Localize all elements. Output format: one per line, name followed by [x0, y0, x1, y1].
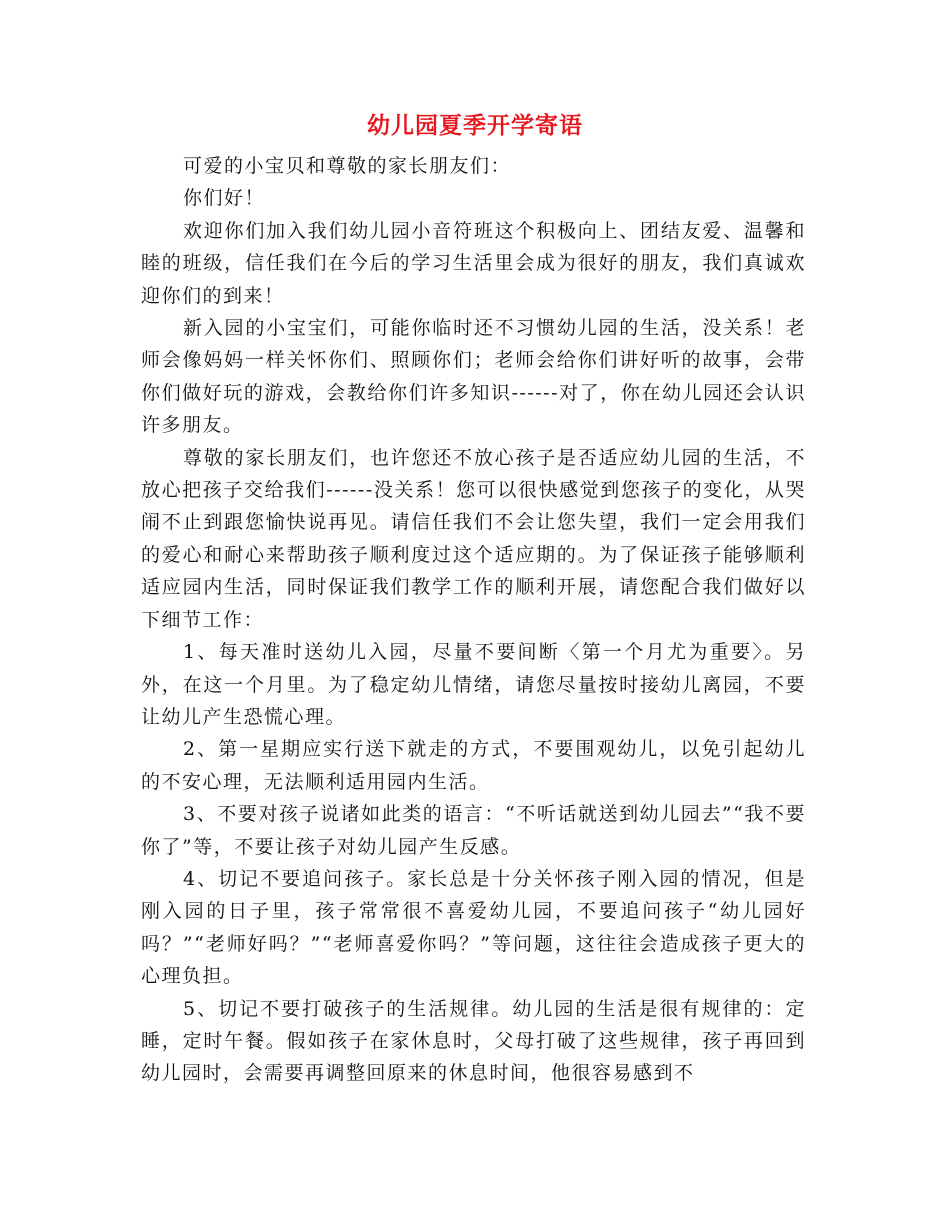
tip-1-paragraph: 1、每天准时送幼儿入园，尽量不要间断〈第一个月尤为重要〉。另外，在这一个月里。为了稳定幼儿情绪，请您尽量按时接幼儿离园，不要让幼儿产生恐慌心理。 [141, 641, 806, 728]
tip-5-paragraph: 5、切记不要打破孩子的生活规律。幼儿园的生活是很有规律的：定睡，定时午餐。假如孩子在家休息时，父母打破了这些规律，孩子再回到幼儿园时，会需要再调整回原来的休息时间，他很容易感到不 [141, 997, 806, 1085]
welcome-paragraph: 欢迎你们加入我们幼儿园小音符班这个积极向上、团结友爱、温馨和睦的班级，信任我们在今后的学习生活里会成为很好的朋友，我们真诚欢迎你们的到来！ [141, 219, 806, 307]
document-body [141, 150, 806, 1090]
greeting-paragraph: 可爱的小宝贝和尊敬的家长朋友们： [183, 155, 512, 177]
children-paragraph: 新入园的小宝宝们，可能你临时还不习惯幼儿园的生活，没关系！老师会像妈妈一样关怀你们、照顾你们；老师会给你们讲好听的故事，会带你们做好玩的游戏，会教给你们许多知识------对了，你在幼儿园还会认识许多朋友。 [141, 317, 806, 437]
parents-paragraph: 尊敬的家长朋友们，也许您还不放心孩子是否适应幼儿园的生活，不放心把孩子交给我们------没关系！您可以很快感觉到您孩子的变化，从哭闹不止到跟您愉快说再见。请信任我们不会让您失望，我们一定会用我们的爱心和耐心来帮助孩子顺利度过这个适应期的。为了保证孩子能够顺利适应园内生活，同时保证我们教学工作的顺利开展，请您配合我们做好以下细节工作： [141, 446, 806, 631]
tip-2-paragraph: 2、第一星期应实行送下就走的方式，不要围观幼儿，以免引起幼儿的不安心理，无法顺利适用园内生活。 [141, 738, 806, 793]
hello-paragraph: 你们好！ [183, 187, 266, 210]
tip-4-paragraph: 4、切记不要追问孩子。家长总是十分关怀孩子刚入园的情况，但是刚入园的日子里，孩子常常很不喜爱幼儿园，不要追问孩子“幼儿园好吗？”“老师好吗？”“老师喜爱你吗？”等问题，这往往会造成孩子更大的心理负担。 [141, 867, 806, 988]
tip-3-paragraph: 3、不要对孩子说诸如此类的语言：“不听话就送到幼儿园去”“我不要你了”等，不要让孩子对幼儿园产生反感。 [141, 803, 806, 858]
document-title: 幼儿园夏季开学寄语 [367, 112, 583, 139]
